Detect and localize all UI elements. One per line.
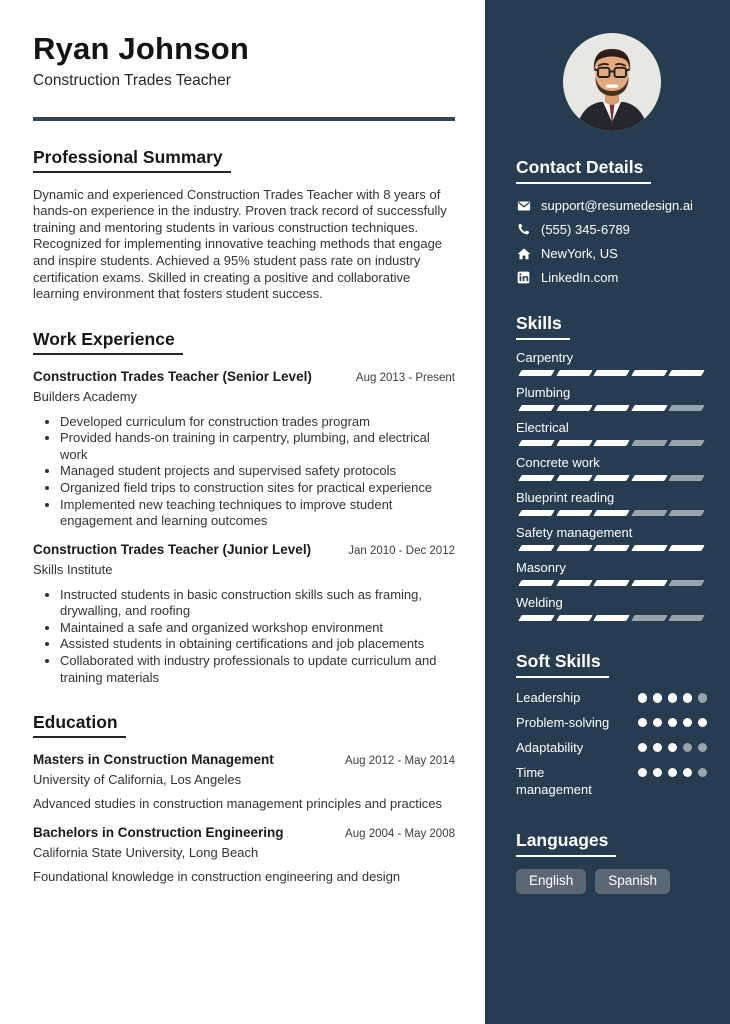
- job-company: Builders Academy: [33, 388, 138, 404]
- soft-skills-heading: Soft Skills: [516, 651, 609, 678]
- skill-bar-segment: [593, 580, 629, 586]
- skill-bar-segment: [669, 475, 705, 481]
- skill-bar-segment: [631, 440, 667, 446]
- languages-list: [516, 869, 707, 893]
- skill-bar-segment: [593, 615, 629, 621]
- bullet-item: • Instructed students in basic construction skills such as framing, drywalling, and roofing: [60, 587, 455, 620]
- skill-name: Welding: [516, 595, 563, 610]
- bullet-item: • Organized field trips to construction sites for practical experience: [60, 480, 455, 497]
- soft-skill-dot: [683, 743, 693, 753]
- email-icon: [516, 198, 531, 213]
- skill-item: [516, 350, 707, 376]
- skill-bar-segment: [593, 510, 629, 516]
- soft-skill-level-dots: [638, 740, 708, 757]
- contact-heading: Contact Details: [516, 157, 651, 184]
- skill-name: Plumbing: [516, 385, 571, 400]
- education-description: Foundational knowledge in construction engineering and design: [33, 868, 401, 884]
- skills-heading: Skills: [516, 313, 570, 340]
- skill-bar-segment: [518, 545, 554, 551]
- skill-bar-segment: [631, 615, 667, 621]
- section-contact-details: [516, 157, 707, 285]
- skill-bar-segment: [669, 510, 705, 516]
- skill-bar-segment: [518, 440, 554, 446]
- bullet-item: • Collaborated with industry professionals to update curriculum and training materials: [60, 653, 455, 686]
- job-dates: Jan 2010 - Dec 2012: [348, 544, 455, 557]
- jobs-list: [33, 369, 455, 686]
- skill-bar-segment: [556, 545, 592, 551]
- phone-icon: [516, 222, 531, 237]
- skill-bar-segment: [518, 580, 554, 586]
- soft-skill-dot: [653, 718, 663, 728]
- soft-skill-item: [516, 690, 707, 707]
- job-title-row: [33, 369, 455, 386]
- section-languages: [516, 830, 707, 893]
- skill-bar-segment: [593, 370, 629, 376]
- contact-item-text: (555) 345-6789: [541, 222, 630, 237]
- job-company: Skills Institute: [33, 561, 113, 577]
- skill-name: Blueprint reading: [516, 490, 615, 505]
- soft-skill-level-dots: [638, 690, 708, 707]
- soft-skill-dot: [653, 693, 663, 703]
- skill-bar-segment: [669, 580, 705, 586]
- soft-skill-item: [516, 765, 707, 799]
- skill-bar-segment: [556, 475, 592, 481]
- skill-bar-segment: [669, 545, 705, 551]
- bullet-item: • Developed curriculum for construction trades program: [60, 414, 455, 431]
- skill-bar-segment: [556, 580, 592, 586]
- skill-bar-segment: [593, 440, 629, 446]
- language-chip: English: [516, 869, 586, 893]
- education-school: University of California, Los Angeles: [33, 772, 242, 788]
- skill-name: Safety management: [516, 525, 633, 540]
- skill-bar-segment: [556, 440, 592, 446]
- job-bullets: [33, 414, 455, 530]
- education-dates: Aug 2004 - May 2008: [345, 827, 455, 840]
- skill-bar-segment: [518, 370, 554, 376]
- skill-bar-segment: [556, 615, 592, 621]
- soft-skill-dot: [668, 718, 678, 728]
- soft-skill-name: Adaptability: [516, 739, 584, 755]
- job-entry: [33, 369, 455, 530]
- skill-item: [516, 560, 707, 586]
- education-dates: Aug 2012 - May 2014: [345, 755, 455, 768]
- education-school: California State University, Long Beach: [33, 844, 259, 860]
- skill-bar-segment: [669, 405, 705, 411]
- skill-item: [516, 525, 707, 551]
- skill-bar-segment: [518, 615, 554, 621]
- soft-skill-dot: [638, 743, 648, 753]
- skills-list: [516, 350, 707, 621]
- soft-skill-item: [516, 740, 707, 757]
- job-title: Construction Trades Teacher (Junior Level): [33, 541, 312, 557]
- contact-item: [516, 198, 707, 213]
- soft-skill-dot: [638, 718, 648, 728]
- education-degree: Bachelors in Construction Engineering: [33, 824, 284, 840]
- skill-level-bar: [516, 545, 707, 551]
- skill-item: [516, 595, 707, 621]
- skill-name: Electrical: [516, 420, 569, 435]
- language-chip: Spanish: [595, 869, 670, 893]
- skill-bar-segment: [631, 510, 667, 516]
- job-dates: Aug 2013 - Present: [355, 371, 455, 384]
- soft-skill-dot: [653, 743, 663, 753]
- contact-item-text: NewYork, US: [541, 246, 618, 261]
- header: [33, 33, 455, 121]
- education-description: Advanced studies in construction management principles and practices: [33, 796, 443, 812]
- soft-skill-dot: [698, 718, 708, 728]
- soft-skill-name: Time management: [516, 764, 592, 797]
- skill-level-bar: [516, 580, 707, 586]
- job-entry: [33, 542, 455, 686]
- contact-item: [516, 270, 707, 285]
- education-degree: Masters in Construction Management: [33, 752, 274, 768]
- soft-skill-name: Leadership: [516, 690, 581, 705]
- soft-skill-level-dots: [638, 715, 708, 732]
- skill-bar-segment: [556, 405, 592, 411]
- soft-skill-dot: [698, 743, 708, 753]
- skill-item: [516, 455, 707, 481]
- skill-name: Carpentry: [516, 350, 574, 365]
- skill-bar-segment: [593, 475, 629, 481]
- skill-bar-segment: [631, 405, 667, 411]
- skill-level-bar: [516, 510, 707, 516]
- soft-skills-list: [516, 690, 707, 798]
- skill-bar-segment: [631, 545, 667, 551]
- skill-bar-segment: [518, 405, 554, 411]
- bullet-item: • Maintained a safe and organized workshop environment: [60, 620, 455, 637]
- section-skills: [516, 313, 707, 621]
- skill-bar-segment: [556, 510, 592, 516]
- soft-skill-dot: [638, 768, 648, 778]
- skill-name: Masonry: [516, 560, 566, 575]
- skill-bar-segment: [669, 440, 705, 446]
- skill-level-bar: [516, 405, 707, 411]
- soft-skill-dot: [668, 768, 678, 778]
- bullet-item: • Provided hands-on training in carpentry, plumbing, and electrical work: [60, 430, 455, 463]
- contact-list: [516, 198, 707, 285]
- linkedin-icon: [516, 270, 531, 285]
- education-entry: [33, 752, 455, 812]
- contact-item-text: LinkedIn.com: [541, 270, 619, 285]
- contact-item-text: support@resumedesign.ai: [541, 198, 693, 213]
- skill-bar-segment: [631, 580, 667, 586]
- soft-skill-dot: [683, 768, 693, 778]
- skill-item: [516, 420, 707, 446]
- skill-bar-segment: [669, 615, 705, 621]
- job-bullets: [33, 587, 455, 687]
- skill-bar-segment: [631, 475, 667, 481]
- person-name: Ryan Johnson: [33, 31, 249, 66]
- skill-level-bar: [516, 370, 707, 376]
- skill-bar-segment: [593, 545, 629, 551]
- job-title: Construction Trades Teacher (Senior Level): [33, 368, 312, 384]
- skill-level-bar: [516, 615, 707, 621]
- soft-skill-item: [516, 715, 707, 732]
- soft-skill-name: Problem-solving: [516, 714, 610, 730]
- bullet-item: • Assisted students in obtaining certifications and job placements: [60, 636, 455, 653]
- skill-item: [516, 385, 707, 411]
- summary-text: Dynamic and experienced Construction Trades Teacher with 8 years of hands-on experience in the industry. Proven track record of successfully training and mentoring students in various construction techniques. Recognized for implementing innovative teaching methods that engage and inspire students. Achieved a 95% student pass rate on industry certification exams. Skilled in creating a positive and collaborative learning environment that fosters student success.: [33, 186, 447, 302]
- skill-bar-segment: [593, 405, 629, 411]
- soft-skill-dot: [638, 693, 648, 703]
- soft-skill-level-dots: [638, 765, 708, 799]
- soft-skill-dot: [698, 693, 708, 703]
- education-heading: Education: [33, 712, 126, 738]
- skill-bar-segment: [631, 370, 667, 376]
- soft-skill-dot: [683, 718, 693, 728]
- skill-level-bar: [516, 440, 707, 446]
- person-job-title: Construction Trades Teacher: [33, 71, 231, 89]
- section-soft-skills: [516, 651, 707, 798]
- soft-skill-dot: [653, 768, 663, 778]
- bullet-item: • Implemented new teaching techniques to improve student engagement and learning outcomes: [60, 497, 455, 530]
- bullet-item: • Managed student projects and supervised safety protocols: [60, 463, 455, 480]
- section-professional-summary: [33, 147, 455, 303]
- header-divider: [33, 117, 455, 121]
- education-title-row: [33, 825, 455, 842]
- skill-bar-segment: [669, 370, 705, 376]
- soft-skill-dot: [698, 768, 708, 778]
- sidebar: [485, 0, 730, 1024]
- skill-name: Concrete work: [516, 455, 600, 470]
- education-entry: [33, 825, 455, 885]
- soft-skill-dot: [683, 693, 693, 703]
- skill-level-bar: [516, 475, 707, 481]
- skill-bar-segment: [518, 510, 554, 516]
- contact-item: [516, 222, 707, 237]
- education-list: [33, 752, 455, 885]
- contact-item: [516, 246, 707, 261]
- skill-bar-segment: [556, 370, 592, 376]
- summary-heading: Professional Summary: [33, 147, 231, 173]
- soft-skill-dot: [668, 693, 678, 703]
- skill-bar-segment: [518, 475, 554, 481]
- skill-item: [516, 490, 707, 516]
- soft-skill-dot: [668, 743, 678, 753]
- home-icon: [516, 246, 531, 261]
- profile-photo: [562, 32, 662, 132]
- job-title-row: [33, 542, 455, 559]
- section-work-experience: [33, 329, 455, 686]
- education-title-row: [33, 752, 455, 769]
- section-education: [33, 712, 455, 885]
- languages-heading: Languages: [516, 830, 616, 857]
- experience-heading: Work Experience: [33, 329, 183, 355]
